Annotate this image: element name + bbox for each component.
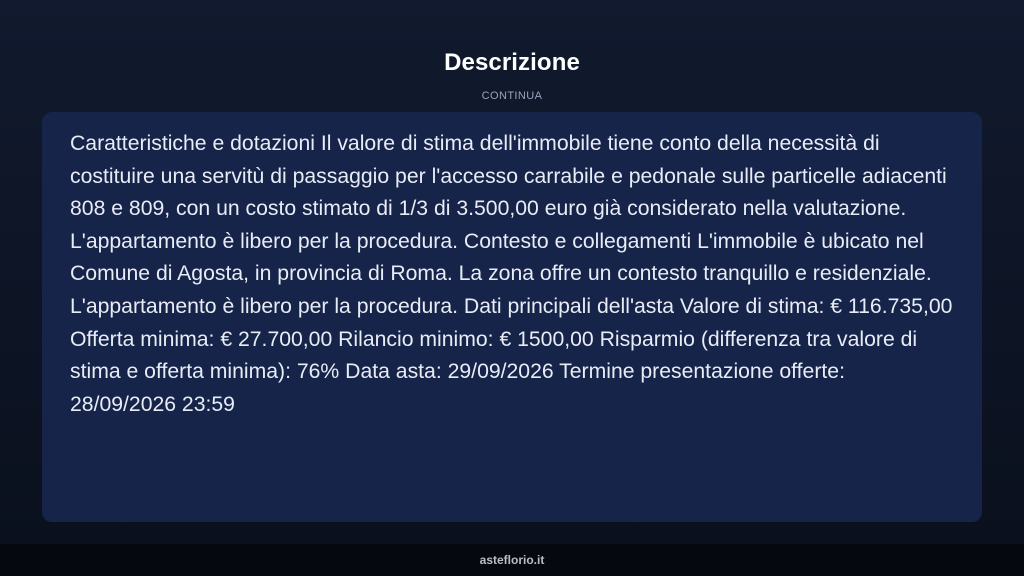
footer-site-label: asteflorio.it [479, 553, 545, 567]
footer-bar [0, 544, 1024, 576]
page-title: Descrizione [444, 49, 580, 76]
description-card [42, 112, 982, 522]
continue-label: CONTINUA [481, 90, 543, 102]
description-text: Caratteristiche e dotazioni Il valore di stima dell'immobile tiene conto della necessità di costituire una servitù di passaggio per l'accesso carrabile e pedonale sulle particelle adiacenti 808 e 809, con un costo stimato di 1/3 di 3.500,00 euro già considerato nella valutazione. L'appartamento è libero per la procedura. Contesto e collegamenti L'immobile è ubicato nel Comune di Agosta, in provincia di Roma. La zona offre un contesto tranquillo e residenziale. L'appartamento è libero per la procedura. Dati principali dell'asta Valore di stima: € 116.735,00 Offerta minima: € 27.700,00 Rilancio minimo: € 1500,00 Risparmio (differenza tra valore di stima e offerta minima): 76% Data asta: 29/09/2026 Termine presentazione offerte: 28/09/2026 23:59 [70, 132, 953, 416]
